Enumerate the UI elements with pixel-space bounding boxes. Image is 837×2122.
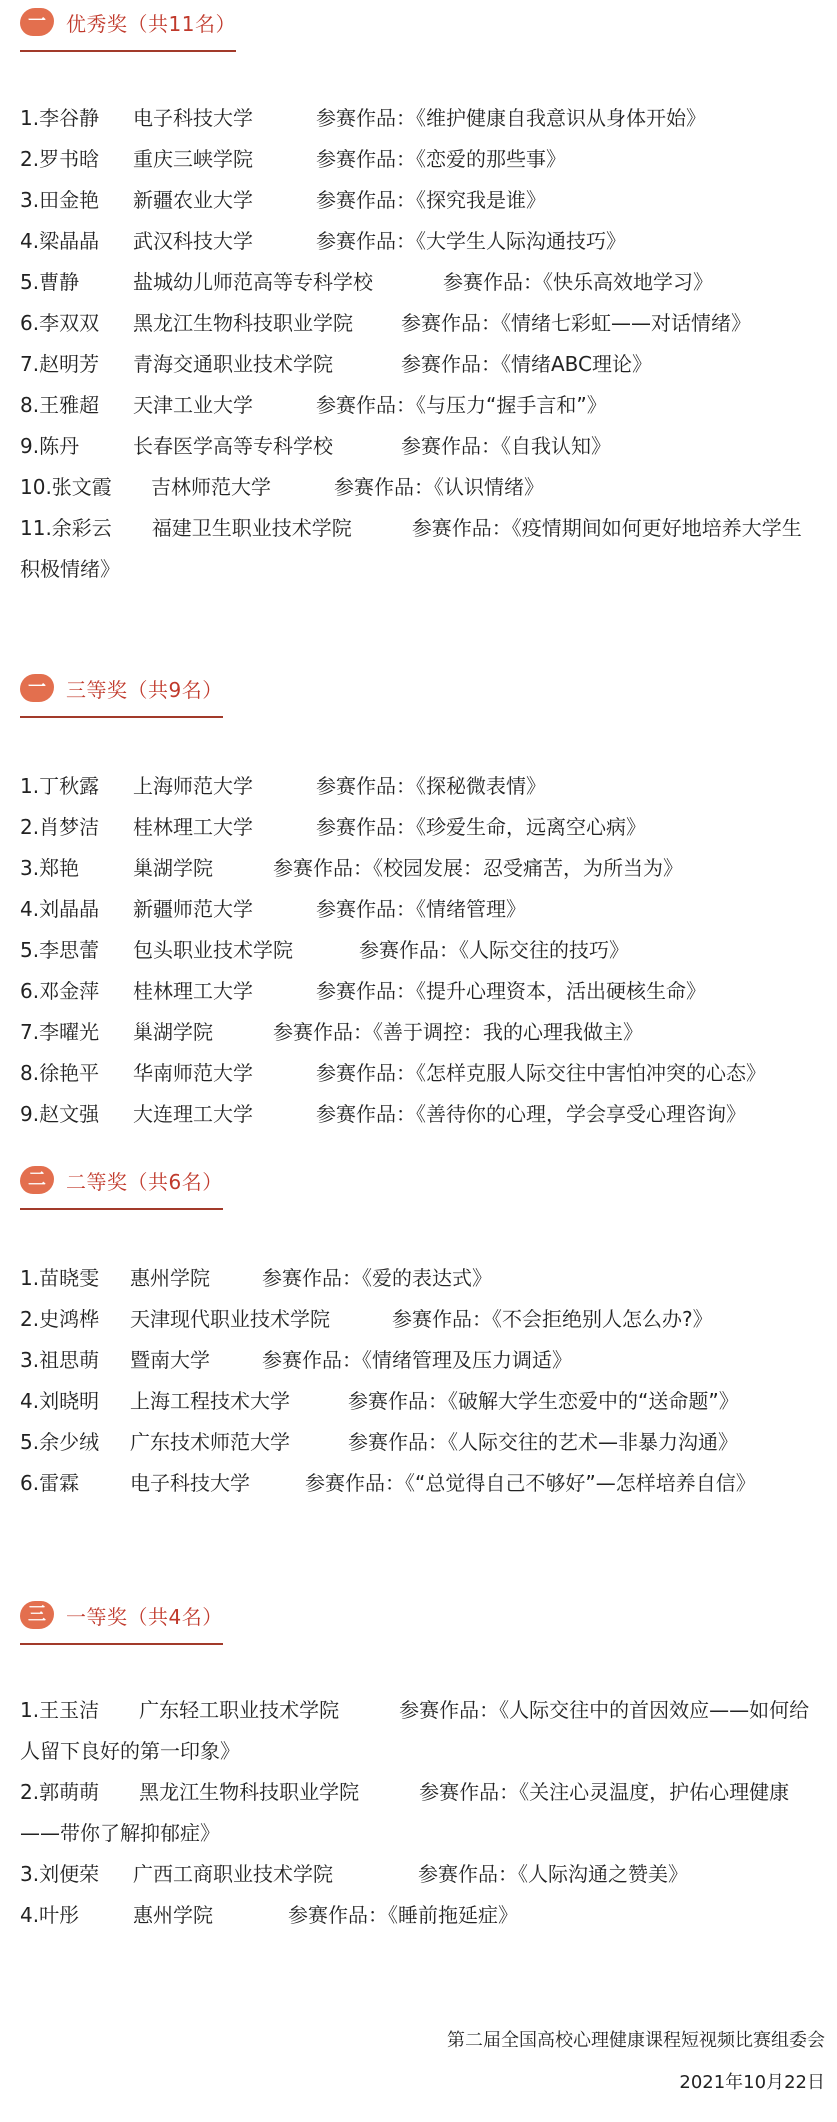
award-item bbox=[20, 508, 820, 590]
school-name: 惠州学院 bbox=[133, 1903, 213, 1927]
winner-name: 1.丁秋露 bbox=[20, 774, 100, 798]
award-item bbox=[20, 889, 820, 930]
award-item bbox=[20, 139, 820, 180]
winner-name: 5.李思蕾 bbox=[20, 938, 100, 962]
winner-name: 3.田金艳 bbox=[20, 188, 100, 212]
winner-name: 2.肖梦洁 bbox=[20, 815, 100, 839]
school-name: 暨南大学 bbox=[130, 1348, 210, 1372]
award-item bbox=[20, 303, 820, 344]
award-item bbox=[20, 971, 820, 1012]
entry-title: 参赛作品：《探究我是谁》 bbox=[316, 188, 546, 212]
award-item bbox=[20, 1690, 820, 1772]
winner-name: 6.雷霖 bbox=[20, 1471, 80, 1495]
award-item bbox=[20, 467, 820, 508]
winner-name: 4.叶彤 bbox=[20, 1903, 80, 1927]
section-header-excellence bbox=[20, 2, 236, 52]
award-item bbox=[20, 766, 820, 807]
entry-title: 参赛作品：《提升心理资本，活出硬核生命》 bbox=[316, 979, 706, 1003]
school-name: 福建卫生职业技术学院 bbox=[151, 516, 352, 540]
award-item bbox=[20, 930, 820, 971]
entry-title: 参赛作品：《情绪管理及压力调适》 bbox=[262, 1348, 572, 1372]
entry-title: 参赛作品：《校园发展：忍受痛苦，为所当为》 bbox=[273, 856, 683, 880]
school-name: 电子科技大学 bbox=[133, 106, 253, 130]
school-name: 上海师范大学 bbox=[133, 774, 253, 798]
school-name: 大连理工大学 bbox=[133, 1102, 253, 1126]
winner-name: 2.郭萌萌 bbox=[20, 1780, 100, 1804]
winner-name: 5.余少绒 bbox=[20, 1430, 100, 1454]
entry-title: 参赛作品：《善于调控：我的心理我做主》 bbox=[273, 1020, 643, 1044]
award-list-second-prize bbox=[20, 1258, 820, 1504]
section-header-third-prize bbox=[20, 668, 223, 718]
school-name: 广东轻工职业技术学院 bbox=[139, 1698, 340, 1722]
school-name: 黑龙江生物科技职业学院 bbox=[139, 1780, 360, 1804]
award-item bbox=[20, 1340, 820, 1381]
section-title: 二等奖（共6名） bbox=[66, 1169, 223, 1194]
winner-name: 10.张文霞 bbox=[20, 475, 112, 499]
winner-name: 11.余彩云 bbox=[20, 516, 112, 540]
entry-title: 参赛作品：《不会拒绝别人怎么办?》 bbox=[392, 1307, 713, 1331]
winner-name: 3.祖思萌 bbox=[20, 1348, 100, 1372]
winner-name: 8.徐艳平 bbox=[20, 1061, 100, 1085]
school-name: 电子科技大学 bbox=[130, 1471, 250, 1495]
award-item bbox=[20, 1381, 820, 1422]
school-name: 惠州学院 bbox=[130, 1266, 210, 1290]
entry-title: 参赛作品：《认识情绪》 bbox=[334, 475, 544, 499]
award-list-first-prize bbox=[20, 1690, 820, 1936]
section-badge: 二 bbox=[20, 1166, 54, 1194]
award-item bbox=[20, 848, 820, 889]
entry-title: 参赛作品：《怎样克服人际交往中害怕冲突的心态》 bbox=[316, 1061, 766, 1085]
award-item bbox=[20, 344, 820, 385]
school-name: 武汉科技大学 bbox=[133, 229, 253, 253]
school-name: 新疆农业大学 bbox=[133, 188, 253, 212]
section-title: 一等奖（共4名） bbox=[66, 1604, 223, 1629]
section-badge: 三 bbox=[20, 1601, 54, 1629]
winner-name: 4.刘晶晶 bbox=[20, 897, 100, 921]
award-item bbox=[20, 180, 820, 221]
section-title: 优秀奖（共11名） bbox=[66, 11, 236, 36]
school-name: 华南师范大学 bbox=[133, 1061, 253, 1085]
school-name: 巢湖学院 bbox=[133, 1020, 213, 1044]
school-name: 桂林理工大学 bbox=[133, 979, 253, 1003]
winner-name: 5.曹静 bbox=[20, 270, 80, 294]
entry-title: 参赛作品：《珍爱生命，远离空心病》 bbox=[316, 815, 646, 839]
school-name: 黑龙江生物科技职业学院 bbox=[133, 311, 353, 335]
section-badge: 一 bbox=[20, 674, 54, 702]
school-name: 天津工业大学 bbox=[133, 393, 253, 417]
award-item bbox=[20, 1258, 820, 1299]
entry-title: 参赛作品：《睡前拖延症》 bbox=[288, 1903, 518, 1927]
section-header-second-prize bbox=[20, 1160, 223, 1210]
entry-title: 参赛作品：《与压力“握手言和”》 bbox=[316, 393, 607, 417]
award-item bbox=[20, 98, 820, 139]
school-name: 重庆三峡学院 bbox=[133, 147, 253, 171]
entry-title: 参赛作品：《大学生人际沟通技巧》 bbox=[316, 229, 626, 253]
issue-date: 2021年10月22日 bbox=[679, 2072, 825, 2093]
school-name: 吉林师范大学 bbox=[151, 475, 271, 499]
section-header-first-prize bbox=[20, 1595, 223, 1645]
award-item bbox=[20, 1012, 820, 1053]
entry-title: 参赛作品：《维护健康自我意识从身体开始》 bbox=[316, 106, 706, 130]
award-item bbox=[20, 426, 820, 467]
entry-title: 参赛作品：《“总觉得自己不够好”—怎样培养自信》 bbox=[305, 1471, 756, 1495]
entry-title: 参赛作品：《人际交往中的首因效应——如何给人留下良好的第一印象》 bbox=[20, 1698, 810, 1763]
award-list-excellence bbox=[20, 98, 820, 590]
winner-name: 3.刘便荣 bbox=[20, 1862, 100, 1886]
entry-title: 参赛作品：《快乐高效地学习》 bbox=[443, 270, 713, 294]
entry-title: 参赛作品：《情绪管理》 bbox=[316, 897, 526, 921]
award-item bbox=[20, 807, 820, 848]
entry-title: 参赛作品：《疫情期间如何更好地培养大学生积极情绪》 bbox=[20, 516, 802, 581]
winner-name: 1.王玉洁 bbox=[20, 1698, 100, 1722]
winner-name: 9.陈丹 bbox=[20, 434, 80, 458]
winner-name: 9.赵文强 bbox=[20, 1102, 100, 1126]
winner-name: 6.邓金萍 bbox=[20, 979, 100, 1003]
winner-name: 2.罗书晗 bbox=[20, 147, 100, 171]
entry-title: 参赛作品：《人际交往的技巧》 bbox=[359, 938, 629, 962]
entry-title: 参赛作品：《探秘微表情》 bbox=[316, 774, 546, 798]
school-name: 长春医学高等专科学校 bbox=[133, 434, 333, 458]
entry-title: 参赛作品：《情绪七彩虹——对话情绪》 bbox=[401, 311, 751, 335]
winner-name: 1.苗晓雯 bbox=[20, 1266, 100, 1290]
winner-name: 4.梁晶晶 bbox=[20, 229, 100, 253]
section-title: 三等奖（共9名） bbox=[66, 677, 223, 702]
school-name: 青海交通职业技术学院 bbox=[133, 352, 333, 376]
award-item bbox=[20, 262, 820, 303]
school-name: 上海工程技术大学 bbox=[130, 1389, 290, 1413]
entry-title: 参赛作品：《破解大学生恋爱中的“送命题”》 bbox=[348, 1389, 739, 1413]
school-name: 广东技术师范大学 bbox=[130, 1430, 290, 1454]
award-item bbox=[20, 221, 820, 262]
award-item bbox=[20, 1094, 820, 1135]
award-item bbox=[20, 1422, 820, 1463]
school-name: 新疆师范大学 bbox=[133, 897, 253, 921]
footer bbox=[447, 2020, 825, 2104]
award-item bbox=[20, 1854, 820, 1895]
entry-title: 参赛作品：《人际交往的艺术—非暴力沟通》 bbox=[348, 1430, 738, 1454]
winner-name: 4.刘晓明 bbox=[20, 1389, 100, 1413]
school-name: 桂林理工大学 bbox=[133, 815, 253, 839]
entry-title: 参赛作品：《关注心灵温度，护佑心理健康——带你了解抑郁症》 bbox=[20, 1780, 790, 1845]
school-name: 盐城幼儿师范高等专科学校 bbox=[133, 270, 373, 294]
winner-name: 2.史鸿桦 bbox=[20, 1307, 100, 1331]
school-name: 广西工商职业技术学院 bbox=[133, 1862, 333, 1886]
winner-name: 6.李双双 bbox=[20, 311, 100, 335]
winner-name: 7.李曜光 bbox=[20, 1020, 100, 1044]
award-item bbox=[20, 1053, 820, 1094]
award-item bbox=[20, 1772, 820, 1854]
school-name: 包头职业技术学院 bbox=[133, 938, 293, 962]
award-list-third-prize bbox=[20, 766, 820, 1135]
award-item bbox=[20, 1463, 820, 1504]
award-item bbox=[20, 1299, 820, 1340]
award-item bbox=[20, 385, 820, 426]
winner-name: 7.赵明芳 bbox=[20, 352, 100, 376]
school-name: 巢湖学院 bbox=[133, 856, 213, 880]
entry-title: 参赛作品：《恋爱的那些事》 bbox=[316, 147, 566, 171]
organizer: 第二届全国高校心理健康课程短视频比赛组委会 bbox=[447, 2030, 825, 2051]
entry-title: 参赛作品：《自我认知》 bbox=[401, 434, 611, 458]
entry-title: 参赛作品：《人际沟通之赞美》 bbox=[418, 1862, 688, 1886]
school-name: 天津现代职业技术学院 bbox=[130, 1307, 330, 1331]
entry-title: 参赛作品：《爱的表达式》 bbox=[262, 1266, 492, 1290]
winner-name: 1.李谷静 bbox=[20, 106, 100, 130]
winner-name: 3.郑艳 bbox=[20, 856, 80, 880]
entry-title: 参赛作品：《情绪ABC理论》 bbox=[401, 352, 653, 376]
winner-name: 8.王雅超 bbox=[20, 393, 100, 417]
entry-title: 参赛作品：《善待你的心理，学会享受心理咨询》 bbox=[316, 1102, 746, 1126]
award-item bbox=[20, 1895, 820, 1936]
section-badge: 一 bbox=[20, 8, 54, 36]
